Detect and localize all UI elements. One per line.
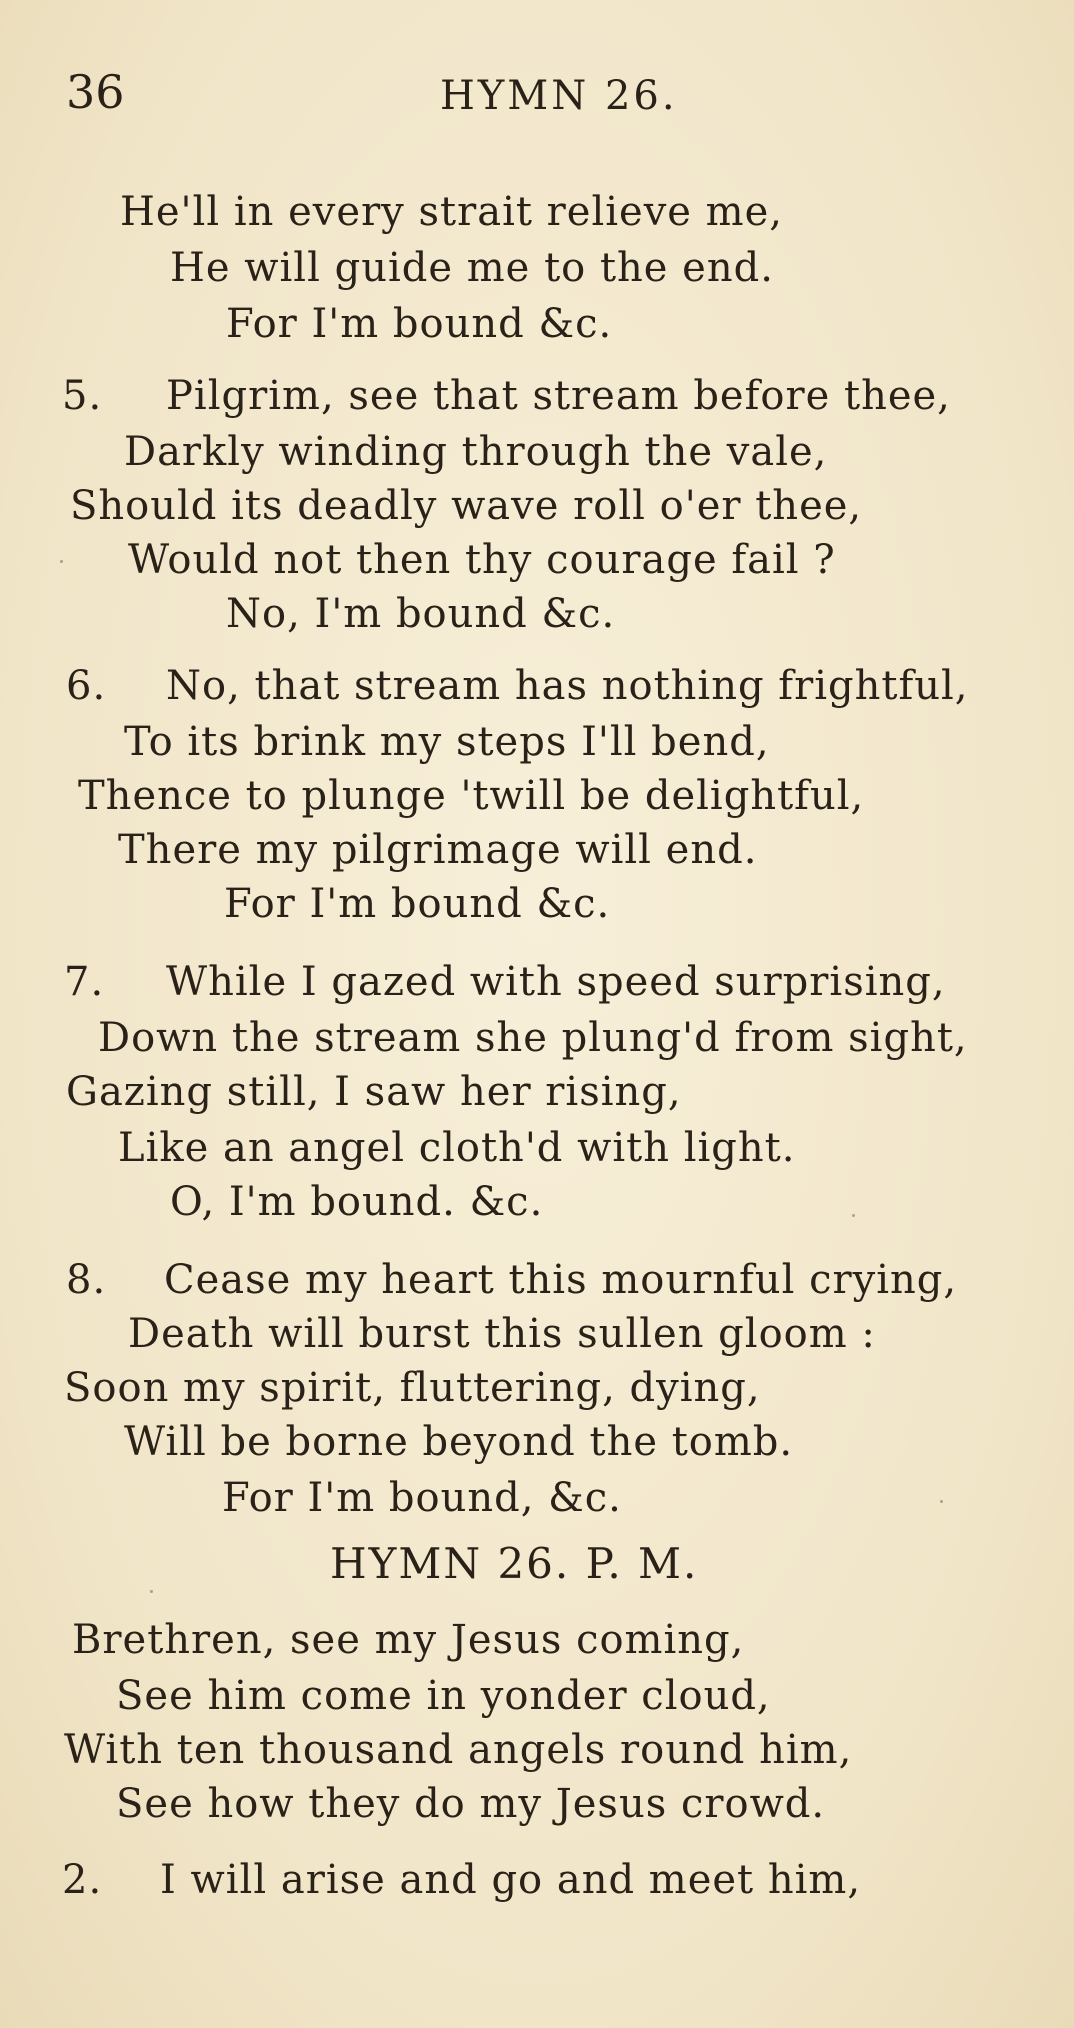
stanza-number: 2. [62, 1857, 103, 1903]
stanza-number: 5. [62, 373, 103, 419]
refrain-line: For I'm bound &c. [224, 881, 611, 927]
hymn-title: HYMN 26. P. M. [330, 1539, 699, 1588]
verse-line: Brethren, see my Jesus coming, [72, 1617, 745, 1663]
verse-line: Would not then thy courage fail ? [128, 537, 836, 583]
verse-line: See how they do my Jesus crowd. [116, 1781, 826, 1827]
verse-line: He will guide me to the end. [170, 245, 774, 291]
verse-line: Cease my heart this mournful crying, [164, 1257, 958, 1303]
running-head: HYMN 26. [440, 73, 678, 119]
verse-line: With ten thousand angels round him, [64, 1727, 853, 1773]
refrain-line: For I'm bound, &c. [222, 1475, 622, 1521]
verse-line: While I gazed with speed surprising, [166, 959, 946, 1005]
verse-line: Down the stream she plung'd from sight, [98, 1015, 968, 1061]
stanza-number: 7. [64, 959, 105, 1005]
refrain-line: For I'm bound &c. [226, 301, 613, 347]
verse-line: Like an angel cloth'd with light. [118, 1125, 796, 1171]
verse-line: Thence to plunge 'twill be delightful, [78, 773, 865, 819]
paper-speck [150, 1590, 153, 1593]
verse-line: No, that stream has nothing frightful, [166, 663, 969, 709]
verse-line: To its brink my steps I'll bend, [124, 719, 770, 765]
verse-line: Pilgrim, see that stream before thee, [166, 373, 951, 419]
verse-line: I will arise and go and meet him, [160, 1857, 862, 1903]
stanza-number: 6. [66, 663, 107, 709]
page-number: 36 [66, 65, 125, 119]
verse-line: Gazing still, I saw her rising, [66, 1069, 682, 1115]
verse-line: Soon my spirit, fluttering, dying, [64, 1365, 761, 1411]
verse-line: Death will burst this sullen gloom : [128, 1311, 876, 1357]
verse-line: Will be borne beyond the tomb. [124, 1419, 794, 1465]
paper-speck [60, 560, 63, 563]
paper-speck [852, 1214, 855, 1217]
refrain-line: No, I'm bound &c. [226, 591, 616, 637]
verse-line: See him come in yonder cloud, [116, 1673, 771, 1719]
verse-line: Should its deadly wave roll o'er thee, [70, 483, 863, 529]
verse-line: There my pilgrimage will end. [118, 827, 758, 873]
paper-speck [940, 1500, 943, 1503]
refrain-line: O, I'm bound. &c. [170, 1179, 544, 1225]
stanza-number: 8. [66, 1257, 107, 1303]
verse-line: He'll in every strait relieve me, [120, 189, 783, 235]
verse-line: Darkly winding through the vale, [124, 429, 828, 475]
